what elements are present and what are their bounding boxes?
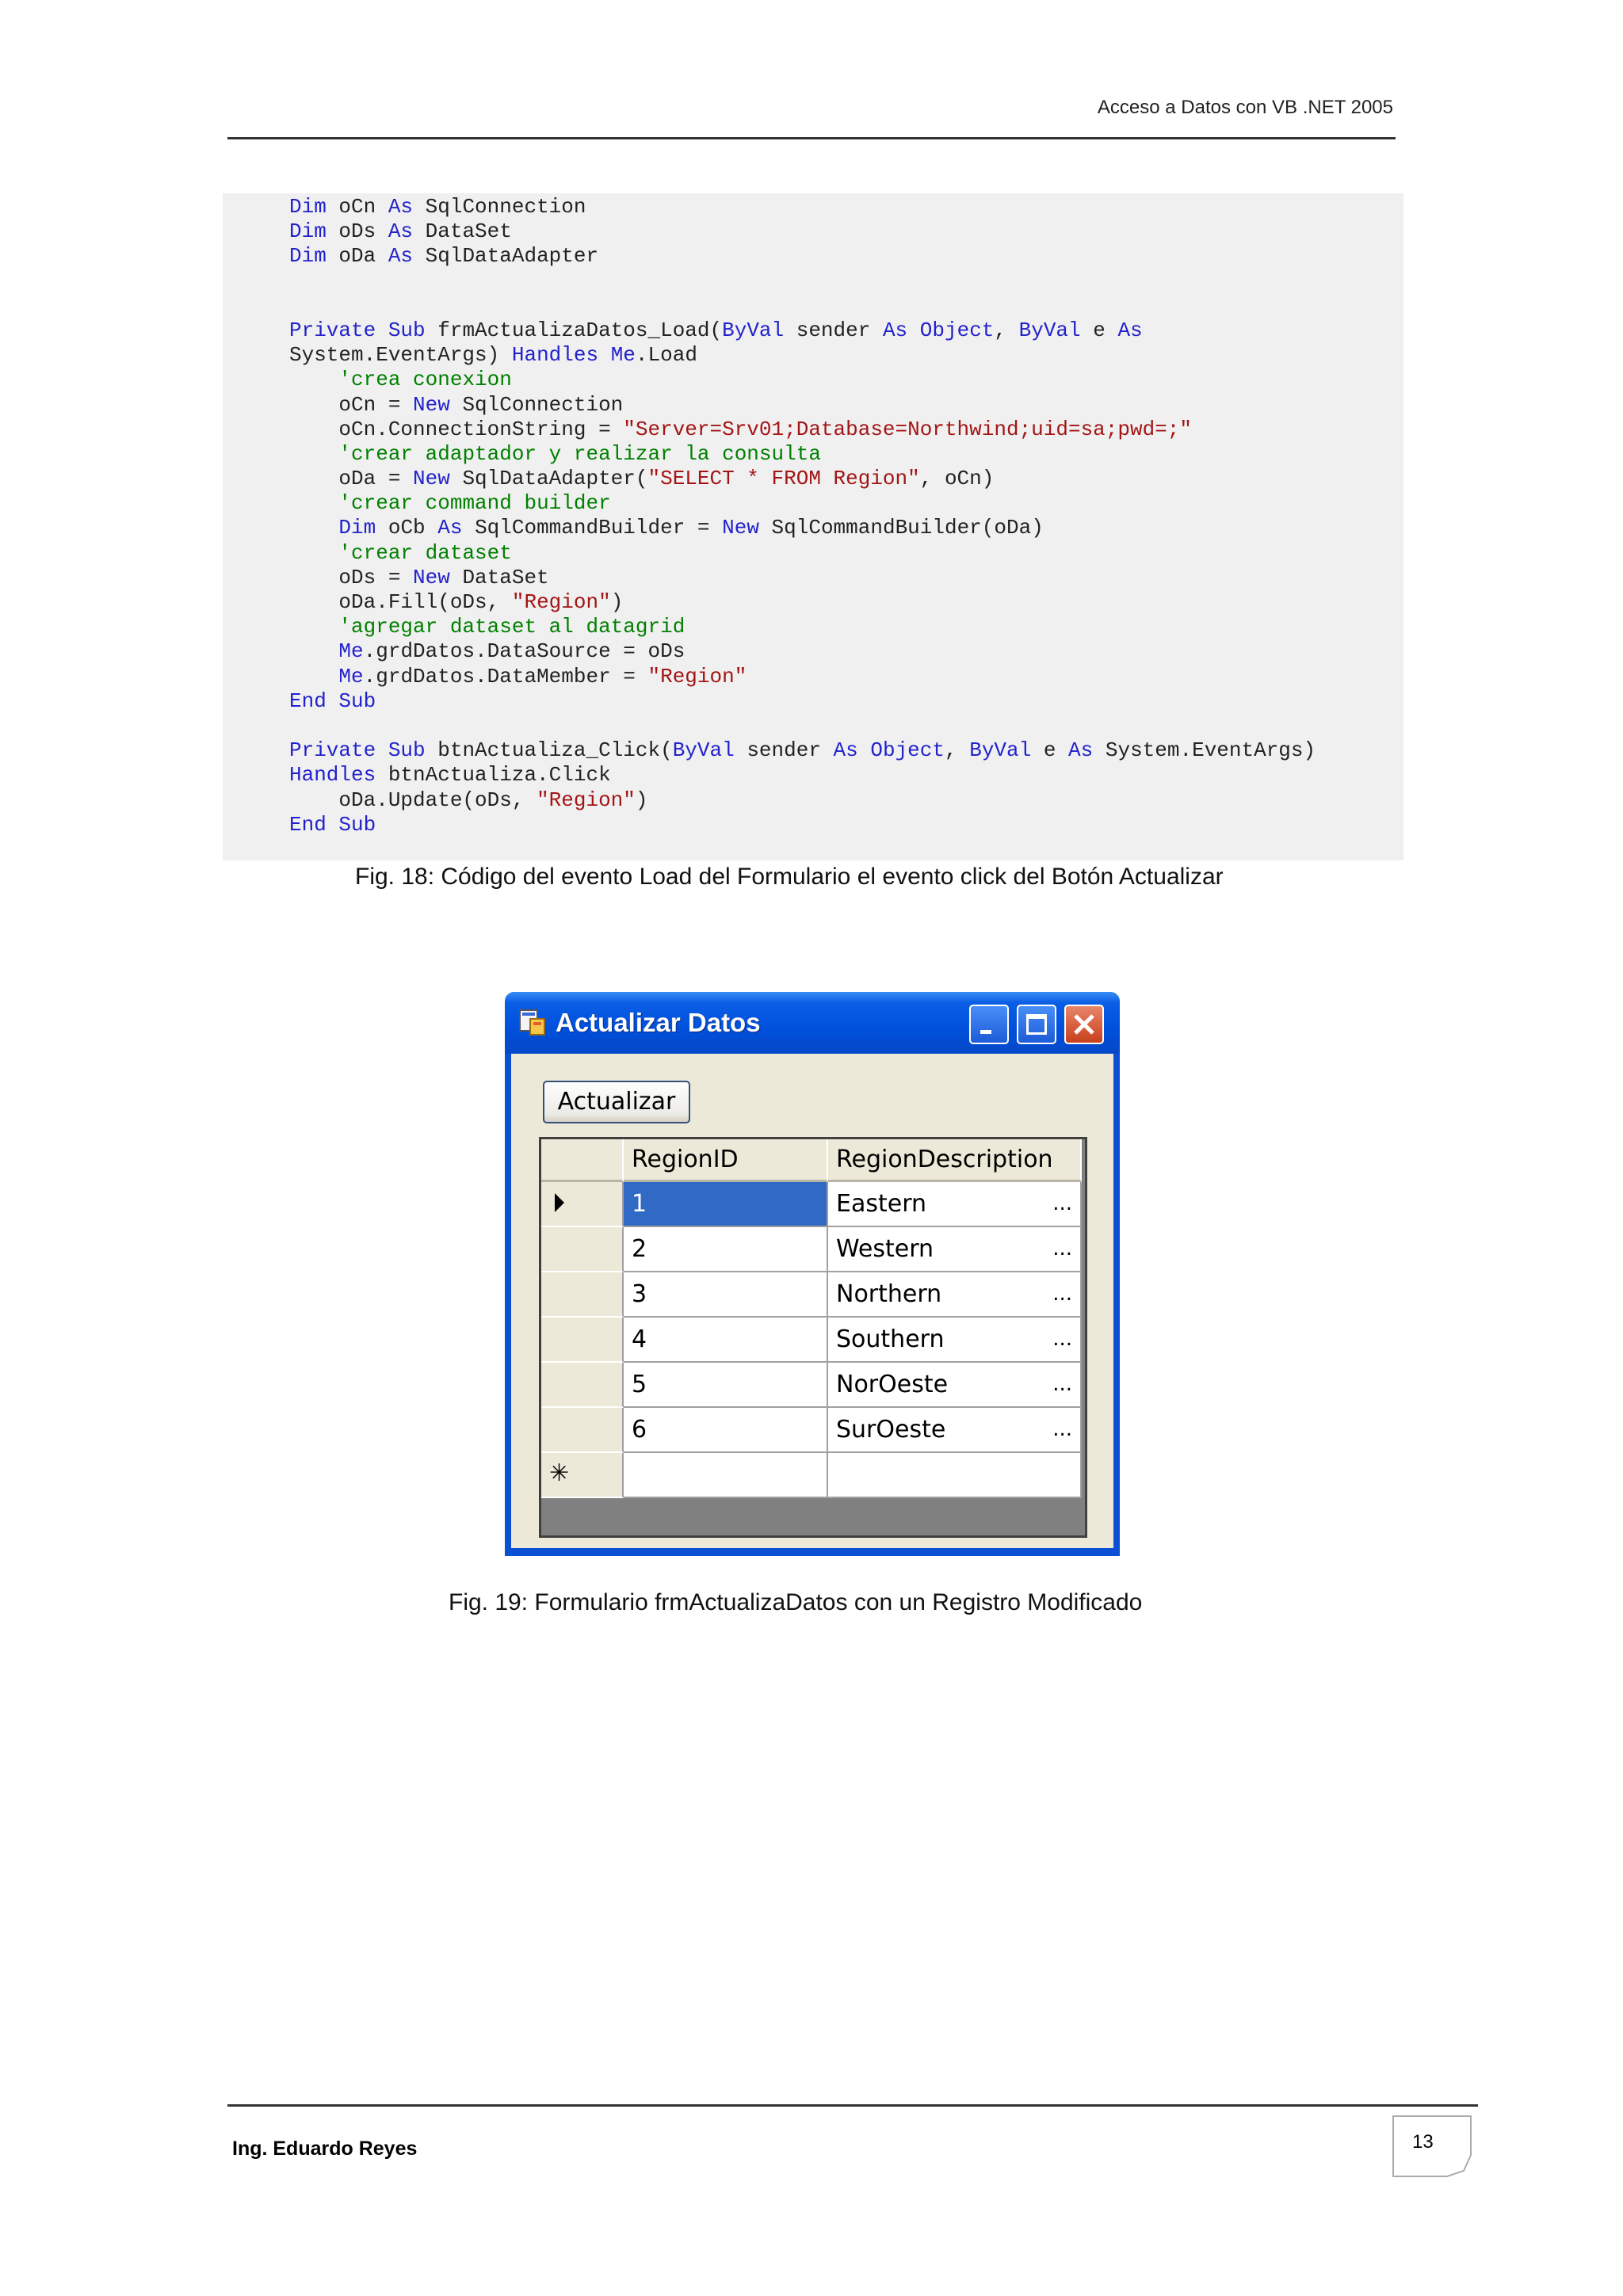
code-token: As: [388, 195, 414, 219]
code-token: [289, 639, 338, 663]
cell-text: Eastern: [836, 1190, 927, 1218]
code-token: [327, 689, 339, 713]
code-token: oDs =: [289, 565, 414, 589]
code-token: ,: [945, 738, 970, 763]
code-token: 'crea conexion: [338, 368, 512, 392]
row-header[interactable]: [541, 1272, 624, 1318]
figure-18-caption: Fig. 18: Código del evento Load del Formulario el evento click del Botón Actualizar: [355, 864, 1224, 890]
cell-text: Northern: [836, 1280, 942, 1308]
cell-regiondescription[interactable]: [828, 1408, 1082, 1453]
data-grid[interactable]: [539, 1137, 1087, 1538]
code-token: "Region": [537, 788, 636, 812]
window-title: Actualizar Datos: [556, 1008, 761, 1037]
cell-regiondescription[interactable]: [828, 1272, 1082, 1318]
code-token: [289, 442, 338, 466]
code-token: SqlDataAdapter: [413, 244, 599, 269]
code-token: Handles: [511, 343, 599, 368]
code-token: oDa =: [289, 467, 414, 491]
code-line: [289, 590, 1403, 615]
code-token: As: [388, 244, 414, 269]
code-line: [289, 788, 1403, 813]
code-token: btnActualiza.Click: [376, 763, 611, 788]
code-token: Dim: [338, 516, 376, 540]
code-token: Object: [919, 318, 995, 342]
cell-regionid[interactable]: 5: [624, 1363, 828, 1408]
row-header[interactable]: [541, 1318, 624, 1363]
code-token: [907, 318, 920, 342]
code-token: ByVal: [672, 738, 735, 763]
code-line: [289, 393, 1403, 418]
code-token: [376, 738, 388, 762]
cell-ellipsis: ...: [1052, 1192, 1072, 1215]
code-line: [289, 738, 1403, 763]
code-token: SqlCommandBuilder(oDa): [758, 516, 1044, 540]
code-token: [327, 813, 339, 837]
code-token: DataSet: [413, 219, 512, 244]
code-token: DataSet: [449, 565, 549, 589]
row-header[interactable]: [541, 1408, 624, 1453]
code-token: btnActualiza_Click(: [425, 738, 673, 763]
code-token: Me: [338, 639, 364, 664]
cell-text: Southern: [836, 1325, 945, 1353]
column-header-regiondescription[interactable]: RegionDescription: [828, 1139, 1082, 1182]
cell-ellipsis: ...: [1052, 1282, 1072, 1306]
code-token: ): [610, 590, 624, 614]
cell-text: Western: [836, 1235, 934, 1263]
code-token: oCb: [376, 516, 438, 540]
code-token: Dim: [289, 219, 327, 244]
code-token: Object: [870, 738, 945, 763]
code-token: Sub: [338, 688, 376, 713]
code-line: [289, 368, 1403, 392]
code-token: [289, 516, 338, 540]
code-line: [289, 294, 1403, 318]
code-token: Me: [610, 343, 636, 368]
code-token: Sub: [388, 738, 426, 763]
cell-regiondescription[interactable]: [828, 1363, 1082, 1408]
code-token: [598, 343, 611, 367]
code-token: As: [833, 738, 858, 763]
code-token: SqlConnection: [413, 195, 586, 219]
code-token: .grdDatos.DataMember =: [363, 664, 648, 688]
minimize-button[interactable]: [969, 1005, 1009, 1044]
code-token: , oCn): [919, 467, 995, 491]
code-line: [289, 195, 1403, 219]
code-token: 'crear command builder: [338, 491, 611, 516]
code-line: [289, 491, 1403, 516]
code-token: End: [289, 688, 327, 713]
page-curl-icon: [1440, 2153, 1472, 2177]
code-token: oCn.ConnectionString =: [289, 417, 624, 441]
code-line: [289, 269, 1403, 294]
footer-divider: [227, 2104, 1478, 2107]
code-token: Sub: [388, 318, 426, 342]
new-row-cell-regionid[interactable]: [624, 1453, 828, 1498]
current-row-arrow-icon: [552, 1192, 568, 1214]
code-listing: [223, 193, 1403, 860]
code-token: [289, 491, 338, 515]
cell-ellipsis: ...: [1052, 1417, 1072, 1441]
code-line: [289, 318, 1403, 343]
code-token: SqlConnection: [449, 392, 624, 417]
code-token: ,: [994, 318, 1019, 342]
code-token: .Load: [635, 343, 697, 368]
code-token: As: [437, 516, 463, 540]
code-line: [289, 665, 1403, 689]
code-token: e: [1080, 318, 1118, 342]
code-line: [289, 442, 1403, 467]
code-token: .grdDatos.DataSource = oDs: [363, 639, 685, 664]
code-token: "SELECT * FROM Region": [647, 467, 920, 491]
row-header[interactable]: [541, 1182, 624, 1227]
code-line: [289, 516, 1403, 540]
code-token: oDa.Update(oDs,: [289, 788, 537, 812]
code-line: [289, 566, 1403, 590]
code-token: 'crear dataset: [338, 540, 512, 565]
code-line: [289, 763, 1403, 788]
code-token: New: [413, 565, 450, 589]
close-button[interactable]: [1064, 1005, 1104, 1044]
code-token: End: [289, 812, 327, 837]
code-token: As: [1068, 738, 1094, 763]
actualizar-datos-window: [505, 992, 1120, 1556]
code-token: 'agregar dataset al datagrid: [338, 615, 685, 639]
code-token: New: [413, 467, 450, 491]
code-token: Private: [289, 738, 376, 763]
footer-author: Ing. Eduardo Reyes: [232, 2138, 418, 2160]
code-token: ByVal: [1018, 318, 1081, 342]
code-token: Dim: [289, 195, 327, 219]
code-token: oCn: [326, 195, 388, 219]
code-token: System.EventArgs): [1093, 738, 1316, 763]
code-line: [289, 615, 1403, 639]
cell-regionid[interactable]: 3: [624, 1272, 828, 1318]
running-header: Acceso a Datos con VB .NET 2005: [1097, 97, 1393, 118]
new-row-cell-regiondescription[interactable]: [828, 1453, 1082, 1498]
code-line: [289, 219, 1403, 244]
cell-regionid[interactable]: 1: [624, 1182, 828, 1227]
code-line: [289, 639, 1403, 664]
code-token: 'crear adaptador y realizar la consulta: [338, 441, 821, 466]
cell-regionid[interactable]: 2: [624, 1227, 828, 1272]
code-line: [289, 714, 1403, 738]
app-icon: [519, 1009, 546, 1036]
code-token: [289, 368, 338, 391]
code-token: sender: [734, 738, 834, 763]
code-token: [289, 665, 338, 688]
maximize-button[interactable]: [1017, 1005, 1056, 1044]
code-token: New: [413, 392, 450, 417]
code-token: SqlDataAdapter(: [449, 467, 648, 491]
actualizar-button[interactable]: Actualizar: [543, 1081, 690, 1123]
code-token: "Server=Srv01;Database=Northwind;uid=sa;pwd=;": [623, 417, 1192, 441]
code-token: System.EventArgs): [289, 343, 512, 368]
code-token: [289, 615, 338, 639]
code-token: ByVal: [969, 738, 1032, 763]
grid-corner-header: [541, 1139, 624, 1182]
code-token: oCn =: [289, 392, 414, 417]
new-row-asterisk-icon: ✳: [549, 1459, 570, 1487]
cell-regiondescription[interactable]: [828, 1318, 1082, 1363]
code-token: "Region": [511, 590, 611, 614]
code-token: SqlCommandBuilder =: [462, 516, 723, 540]
code-token: oDa: [326, 244, 388, 269]
page-number: 13: [1412, 2131, 1434, 2153]
new-row-header[interactable]: [541, 1453, 624, 1498]
figure-19-caption: Fig. 19: Formulario frmActualizaDatos con un Registro Modificado: [449, 1589, 1143, 1615]
cell-regiondescription[interactable]: [828, 1182, 1082, 1227]
code-token: As: [388, 219, 414, 244]
code-line: [289, 541, 1403, 566]
cell-regiondescription[interactable]: [828, 1227, 1082, 1272]
code-token: "Region": [647, 664, 747, 688]
cell-ellipsis: ...: [1052, 1327, 1072, 1351]
code-token: sender: [784, 318, 883, 342]
row-header[interactable]: [541, 1363, 624, 1408]
column-header-regionid[interactable]: RegionID: [624, 1139, 828, 1182]
cell-text: SurOeste: [836, 1416, 946, 1444]
window-client-area: [511, 1054, 1113, 1548]
code-token: Sub: [338, 812, 376, 837]
row-header[interactable]: [541, 1227, 624, 1272]
code-token: Handles: [289, 763, 376, 788]
code-token: ): [635, 788, 648, 812]
code-token: [376, 318, 388, 342]
cell-regionid[interactable]: 4: [624, 1318, 828, 1363]
code-token: e: [1031, 738, 1069, 763]
code-token: oDa.Fill(oDs,: [289, 590, 512, 614]
code-token: Me: [338, 664, 364, 688]
cell-regionid[interactable]: 6: [624, 1408, 828, 1453]
code-token: frmActualizaDatos_Load(: [425, 318, 723, 342]
code-token: [289, 541, 338, 565]
minimize-icon: [980, 1030, 991, 1034]
code-line: [289, 343, 1403, 368]
code-line: [289, 467, 1403, 491]
code-token: Private: [289, 318, 376, 342]
code-line: [289, 689, 1403, 714]
cell-ellipsis: ...: [1052, 1237, 1072, 1261]
code-line: [289, 244, 1403, 269]
code-token: oDs: [326, 219, 388, 244]
code-token: As: [1117, 318, 1143, 342]
close-icon: [1066, 1006, 1102, 1043]
code-token: As: [882, 318, 908, 342]
maximize-icon: [1026, 1014, 1047, 1035]
code-line: [289, 418, 1403, 442]
cell-ellipsis: ...: [1052, 1372, 1072, 1396]
code-token: New: [722, 516, 759, 540]
code-token: [858, 738, 871, 762]
code-token: ByVal: [722, 318, 785, 342]
window-titlebar[interactable]: [505, 992, 1120, 1054]
code-token: Dim: [289, 244, 327, 269]
header-divider: [227, 137, 1396, 139]
code-line: [289, 813, 1403, 837]
cell-text: NorOeste: [836, 1371, 949, 1398]
